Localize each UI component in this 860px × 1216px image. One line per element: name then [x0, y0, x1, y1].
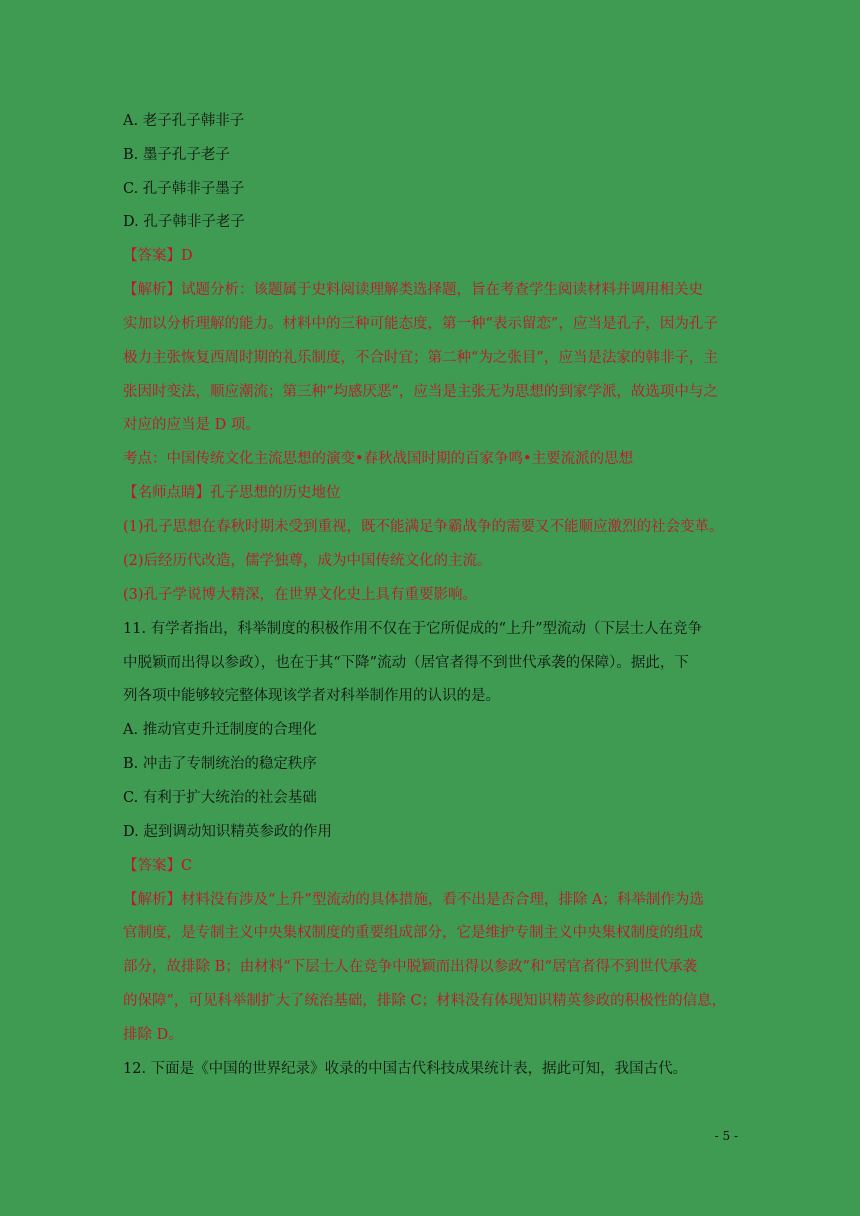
q11-stem-line: 中脱颖而出得以参政），也在于其“下降”流动（居官者得不到世代承袭的保障）。据此，下	[123, 655, 689, 671]
q11-stem-line: 11. 有学者指出，科举制度的积极作用不仅在于它所促成的“上升”型流动（下层士人在竞争	[123, 621, 702, 637]
q10-analysis-line: 极力主张恢复西周时期的礼乐制度，不合时宜；第二种“为之张目”，应当是法家的韩非子，主	[123, 350, 718, 366]
q10-option-b: B. 墨子孔子老子	[123, 147, 230, 163]
q11-option-a: A. 推动官吏升迁制度的合理化	[123, 722, 317, 738]
q10-option-c: C. 孔子韩非子墨子	[123, 181, 245, 197]
q11-answer: 【答案】C	[123, 858, 193, 874]
q10-analysis-line: 张因时变法，顺应潮流；第三种“均感厌恶”，应当是主张无为思想的到家学派，故选项中与之	[123, 384, 718, 400]
q11-analysis-line: 的保障”，可见科举制扩大了统治基础，排除 C；材料没有体现知识精英参政的积极性的信息，	[123, 993, 727, 1009]
q11-analysis-line: 【解析】材料没有涉及“上升”型流动的具体措施，看不出是否合理，排除 A；科举制作为选	[123, 892, 704, 908]
q10-analysis-line: 对应的应当是 D 项。	[123, 417, 260, 433]
q12-stem: 12. 下面是《中国的世界纪录》收录的中国古代科技成果统计表，据此可知，我国古代。	[123, 1061, 688, 1077]
q11-option-b: B. 冲击了专制统治的稳定秩序	[123, 756, 317, 772]
q11-analysis-line: 官制度，是专制主义中央集权制度的重要组成部分，它是维护专制主义中央集权制度的组成	[123, 925, 703, 941]
page-number: - 5 -	[714, 1129, 738, 1143]
q11-option-c: C. 有利于扩大统治的社会基础	[123, 790, 317, 806]
q10-mingshi-point: (2)后经历代改造，儒学独尊，成为中国传统文化的主流。	[123, 553, 492, 569]
q11-option-d: D. 起到调动知识精英参政的作用	[123, 824, 332, 840]
q10-mingshi-point: (3)孔子学说博大精深，在世界文化史上具有重要影响。	[123, 587, 478, 603]
q10-mingshi-point: (1)孔子思想在春秋时期未受到重视，既不能满足争霸战争的需要又不能顺应激烈的社会变革。	[123, 519, 724, 535]
q11-stem-line: 列各项中能够较完整体现该学者对科举制作用的认识的是。	[123, 688, 500, 704]
q10-option-a: A. 老子孔子韩非子	[123, 113, 245, 129]
q10-option-d: D. 孔子韩非子老子	[123, 214, 245, 230]
q10-analysis-line: 【解析】试题分析：该题属于史料阅读理解类选择题，旨在考查学生阅读材料并调用相关史	[123, 282, 703, 298]
q10-kaodian: 考点：中国传统文化主流思想的演变•春秋战国时期的百家争鸣•主要流派的思想	[123, 451, 634, 467]
q10-analysis-line: 实加以分析理解的能力。材料中的三种可能态度，第一种“表示留恋”，应当是孔子，因为孔子	[123, 316, 718, 332]
q10-mingshi-title: 【名师点睛】孔子思想的历史地位	[123, 485, 341, 501]
q10-answer: 【答案】D	[123, 248, 193, 264]
q11-analysis-line: 排除 D。	[123, 1027, 183, 1043]
q11-analysis-line: 部分，故排除 B；由材料“下层士人在竞争中脱颖而出得以参政”和“居官者得不到世代承袭	[123, 959, 697, 975]
